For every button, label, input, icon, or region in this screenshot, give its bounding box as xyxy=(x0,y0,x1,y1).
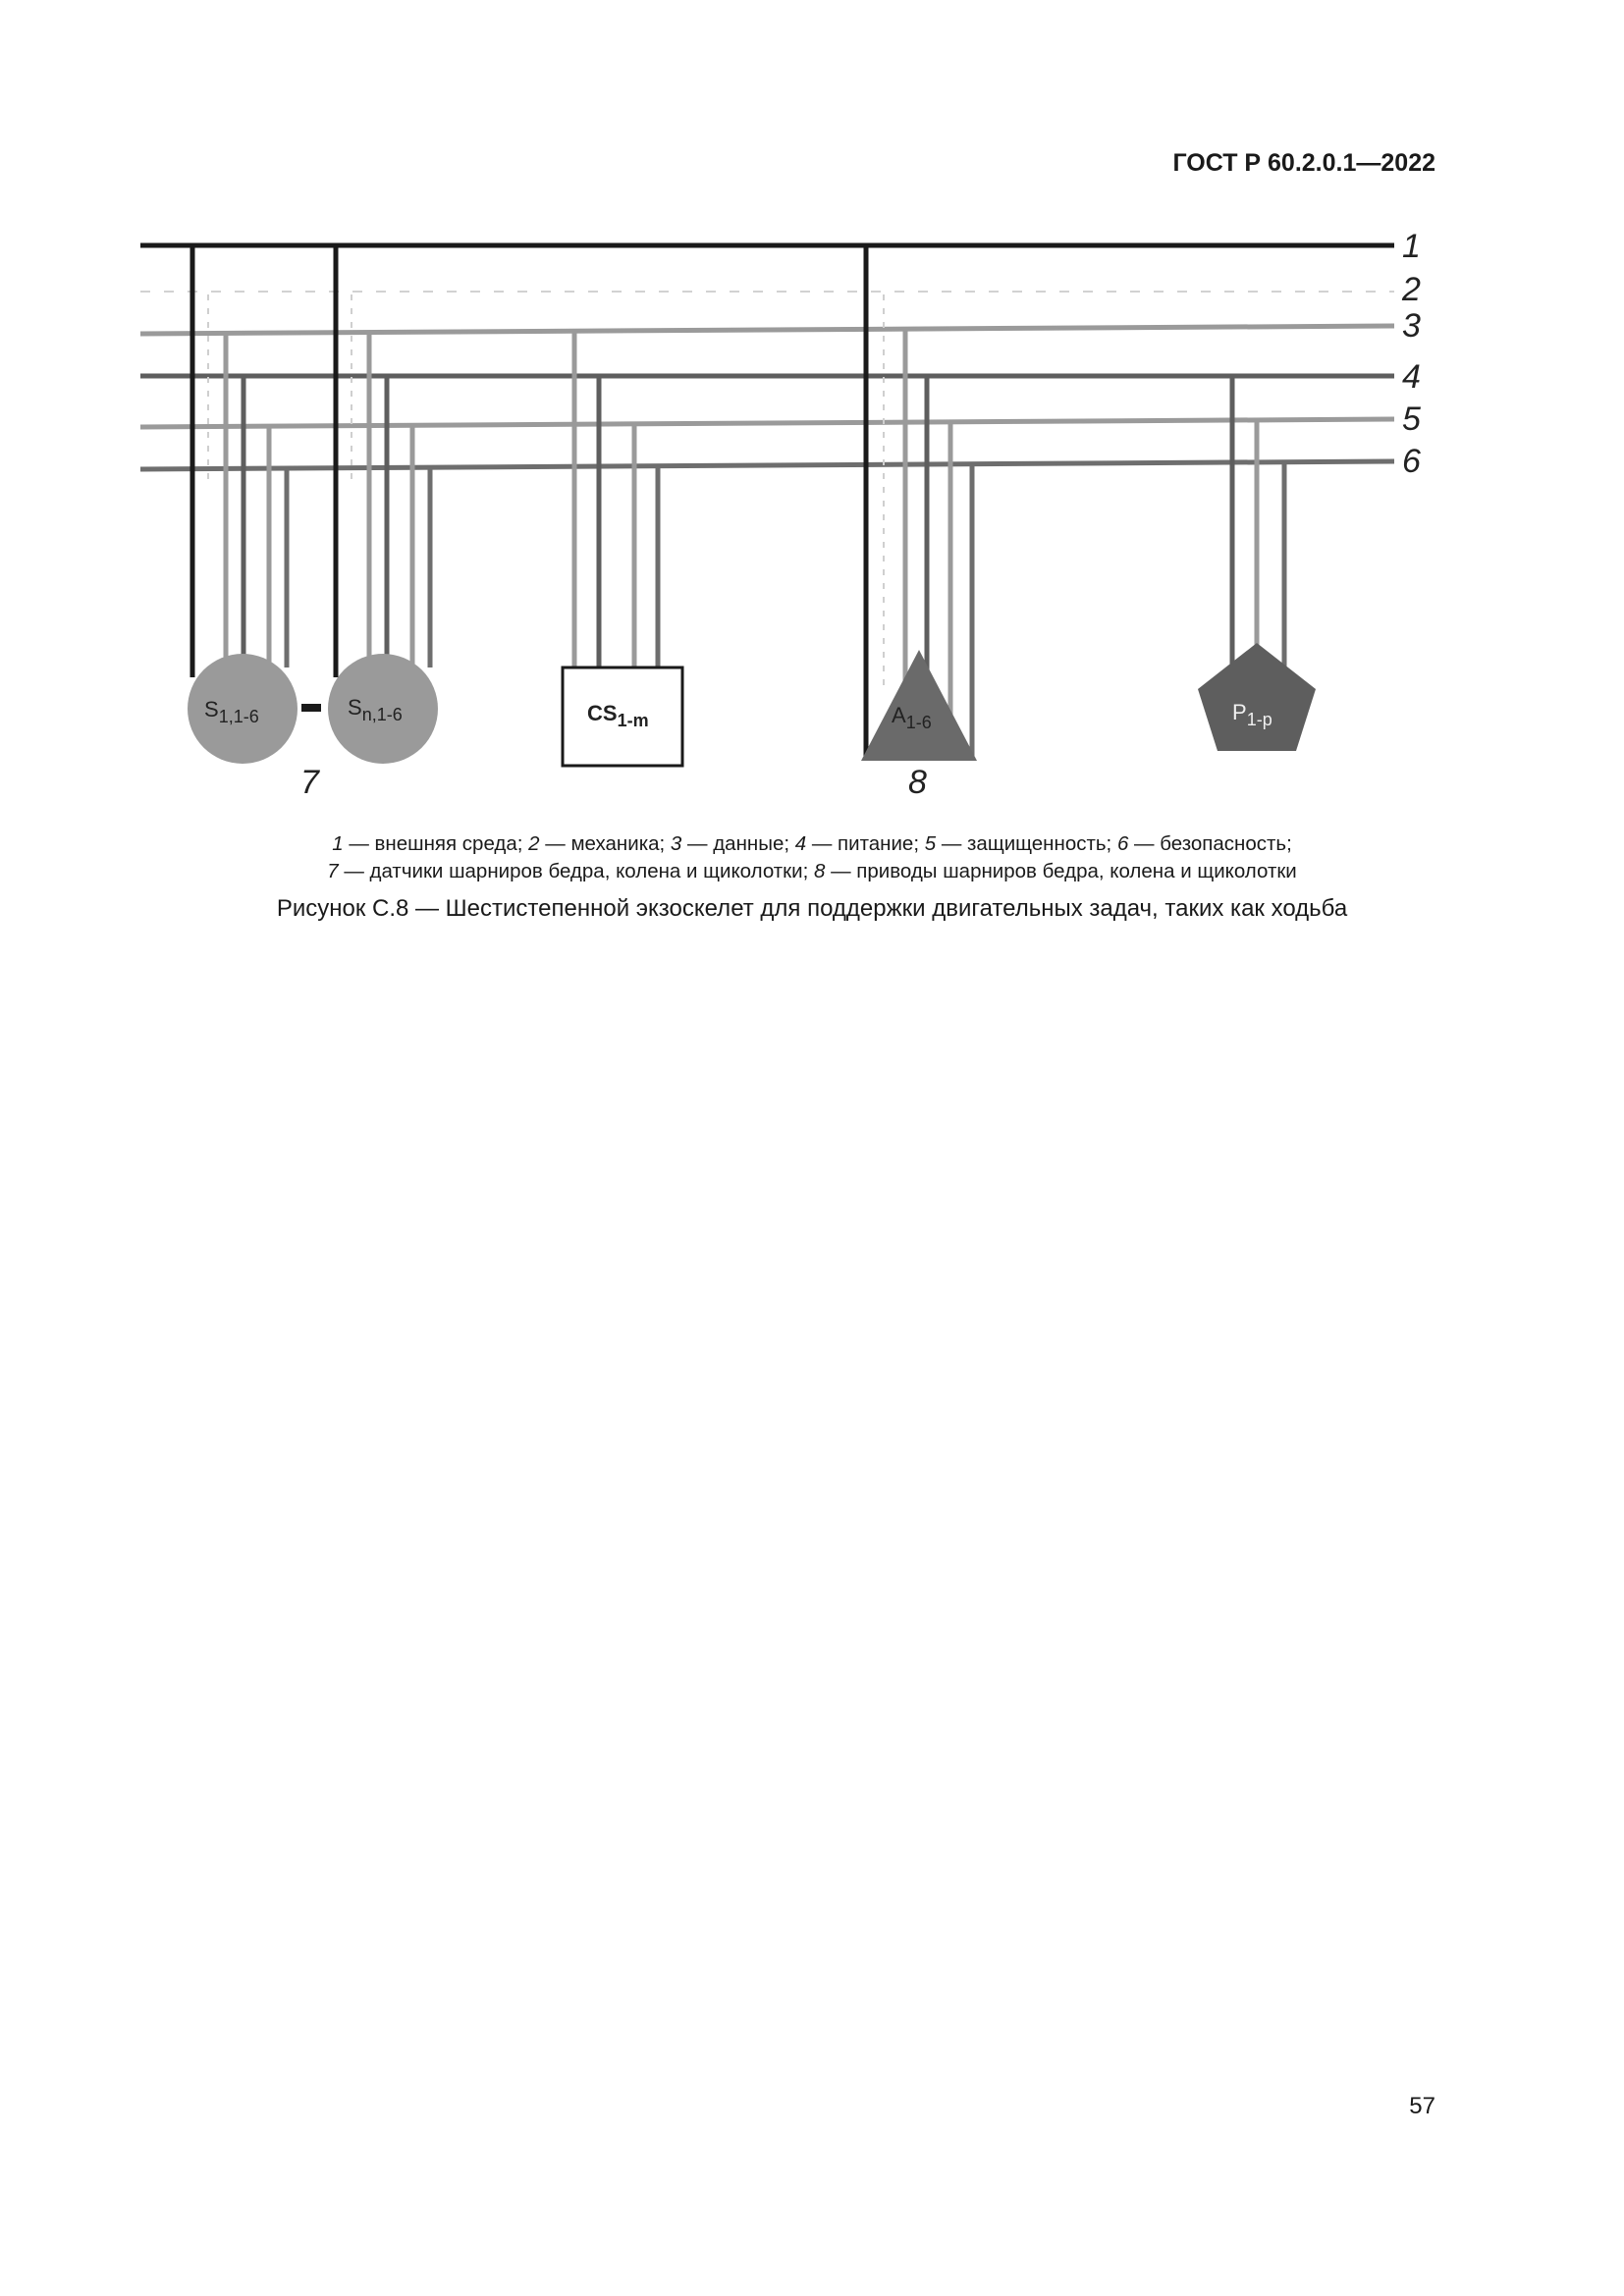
actuators-group-label: 8 xyxy=(908,764,927,801)
actuator-node xyxy=(861,650,977,761)
bus-lines xyxy=(140,245,1394,469)
line-number-5: 5 xyxy=(1402,400,1421,438)
sensor-node-1-label: $S_{1,1-6}$ xyxy=(204,697,259,726)
power-node xyxy=(1198,643,1316,751)
bus-line-5 xyxy=(140,419,1394,427)
legend-line-2: 7 — датчики шарниров бедра, колена и щиколотки; 8 — приводы шарниров бедра, колена и щиколотки xyxy=(327,860,1297,882)
legend-line-1: 1 — внешняя среда; 2 — механика; 3 — данные; 4 — питание; 5 — защищенность; 6 — безопасность; xyxy=(332,832,1292,855)
line-number-1: 1 xyxy=(1402,228,1421,265)
sensor-node-n xyxy=(328,654,438,764)
figure-legend xyxy=(0,830,1624,885)
line-number-3: 3 xyxy=(1402,307,1421,345)
document-id-header: ГОСТ Р 60.2.0.1—2022 xyxy=(1172,149,1435,177)
figure-caption: Рисунок C.8 — Шестистепенной экзоскелет для поддержки двигательных задач, таких как ходьба xyxy=(276,895,1348,922)
exoskeleton-diagram xyxy=(0,0,1624,805)
page-number: 57 xyxy=(1409,2093,1435,2119)
control-system-label: $CS_{1-m}$ xyxy=(587,701,649,730)
bus-line-6 xyxy=(140,461,1394,469)
sensor-node-n-label: $S_{n,1-6}$ xyxy=(348,695,403,724)
bus-line-3 xyxy=(140,326,1394,334)
sensor-node-1 xyxy=(188,654,298,764)
actuator-label: $A_{1-6}$ xyxy=(892,703,932,732)
sensors-group-label: 7 xyxy=(300,764,319,801)
control-system-node xyxy=(563,667,682,766)
line-number-2: 2 xyxy=(1402,271,1421,308)
power-label: $P_{1-p}$ xyxy=(1232,700,1272,729)
line-number-4: 4 xyxy=(1402,358,1421,396)
line-number-6: 6 xyxy=(1402,443,1421,480)
sensor-link-dash xyxy=(301,704,321,712)
line-number-labels xyxy=(1401,228,1421,480)
